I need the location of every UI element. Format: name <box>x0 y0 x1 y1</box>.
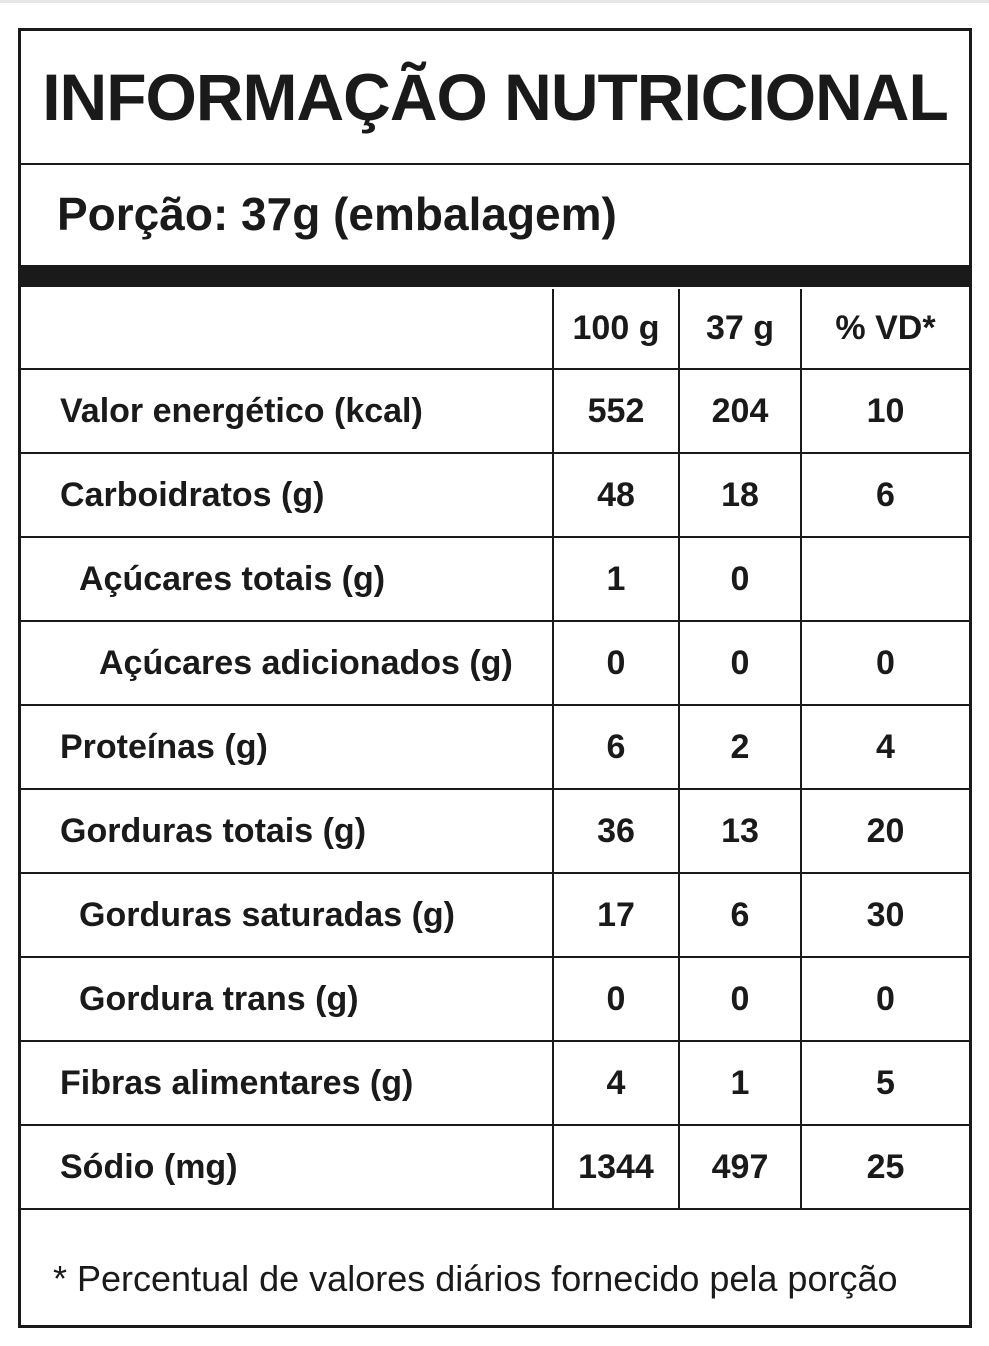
value-per-100g: 48 <box>553 453 679 537</box>
value-per-portion: 204 <box>679 369 801 453</box>
header-per-portion: 37 g <box>679 289 801 369</box>
value-per-100g: 4 <box>553 1041 679 1125</box>
daily-value-percent: 30 <box>801 873 969 957</box>
nutrient-name: Gorduras totais (g) <box>21 789 553 873</box>
value-per-portion: 18 <box>679 453 801 537</box>
value-per-portion: 0 <box>679 957 801 1041</box>
value-per-portion: 497 <box>679 1125 801 1209</box>
value-per-portion: 0 <box>679 537 801 621</box>
nutrient-name: Gordura trans (g) <box>21 957 553 1041</box>
daily-value-percent: 5 <box>801 1041 969 1125</box>
value-per-100g: 552 <box>553 369 679 453</box>
portion-size: Porção: 37g (embalagem) <box>57 188 617 240</box>
value-per-portion: 6 <box>679 873 801 957</box>
table-row <box>21 789 969 873</box>
table-row <box>21 1041 969 1125</box>
value-per-100g: 36 <box>553 789 679 873</box>
table-row <box>21 873 969 957</box>
table-header-row <box>21 289 969 369</box>
daily-value-percent <box>801 537 969 621</box>
value-per-100g: 0 <box>553 957 679 1041</box>
daily-value-percent: 10 <box>801 369 969 453</box>
footnote: * Percentual de valores diários fornecido pela porção <box>53 1258 898 1299</box>
value-per-portion: 1 <box>679 1041 801 1125</box>
label-title: INFORMAÇÃO NUTRICIONAL <box>42 60 948 134</box>
value-per-100g: 1 <box>553 537 679 621</box>
daily-value-percent: 20 <box>801 789 969 873</box>
nutrient-name: Gorduras saturadas (g) <box>21 873 553 957</box>
value-per-portion: 13 <box>679 789 801 873</box>
table-row <box>21 705 969 789</box>
nutrient-name: Açúcares adicionados (g) <box>21 621 553 705</box>
nutrient-name: Açúcares totais (g) <box>21 537 553 621</box>
value-per-100g: 1344 <box>553 1125 679 1209</box>
header-nutrient <box>21 289 553 369</box>
value-per-100g: 17 <box>553 873 679 957</box>
daily-value-percent: 0 <box>801 621 969 705</box>
daily-value-percent: 0 <box>801 957 969 1041</box>
thick-divider <box>21 265 969 287</box>
nutrient-name: Proteínas (g) <box>21 705 553 789</box>
value-per-100g: 0 <box>553 621 679 705</box>
value-per-portion: 0 <box>679 621 801 705</box>
header-daily-value: % VD* <box>801 289 969 369</box>
table-row <box>21 369 969 453</box>
daily-value-percent: 6 <box>801 453 969 537</box>
table-row <box>21 957 969 1041</box>
top-border-line <box>0 0 989 3</box>
table-row <box>21 537 969 621</box>
header-per-100g: 100 g <box>553 289 679 369</box>
nutrient-name: Fibras alimentares (g) <box>21 1041 553 1125</box>
table-row <box>21 621 969 705</box>
table-row <box>21 1125 969 1209</box>
nutrient-name: Valor energético (kcal) <box>21 369 553 453</box>
value-per-portion: 2 <box>679 705 801 789</box>
table-row <box>21 453 969 537</box>
nutrient-name: Sódio (mg) <box>21 1125 553 1209</box>
nutrition-table <box>21 289 969 1210</box>
value-per-100g: 6 <box>553 705 679 789</box>
nutrition-facts-label <box>18 28 972 1328</box>
daily-value-percent: 25 <box>801 1125 969 1209</box>
daily-value-percent: 4 <box>801 705 969 789</box>
nutrient-name: Carboidratos (g) <box>21 453 553 537</box>
